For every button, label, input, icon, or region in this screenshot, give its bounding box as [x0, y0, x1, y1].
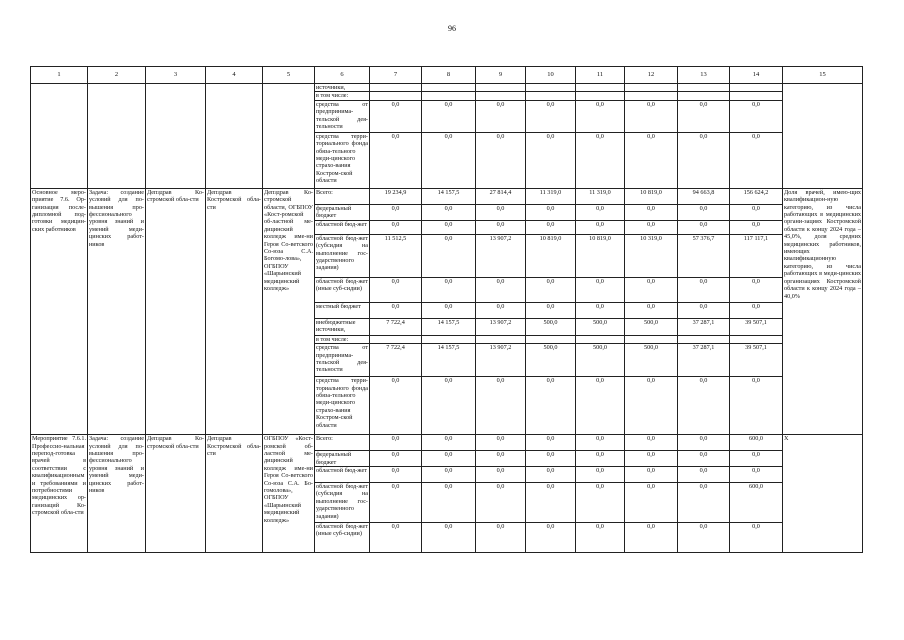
amount-cell: 0,0 [526, 467, 576, 483]
column-header: 9 [476, 67, 526, 84]
amount-cell: 0,0 [370, 220, 422, 234]
amount-cell [422, 335, 476, 343]
amount-cell: 0,0 [422, 467, 476, 483]
activity-name-cell [31, 84, 88, 189]
program-funding-table [30, 66, 863, 553]
amount-cell: 0,0 [422, 435, 476, 451]
coordinator-cell: Депздрав Костромской обла-сти [206, 435, 263, 553]
amount-cell: 19 234,9 [370, 188, 422, 204]
amount-cell: 0,0 [526, 523, 576, 553]
column-number-row [31, 67, 863, 84]
funding-source-cell: областной бюд-жет [315, 220, 370, 234]
amount-cell: 500,0 [576, 318, 625, 335]
amount-cell: 0,0 [476, 451, 526, 467]
amount-cell: 0,0 [730, 467, 783, 483]
amount-cell: 0,0 [422, 220, 476, 234]
amount-cell: 0,0 [730, 277, 783, 302]
amount-cell: 0,0 [422, 204, 476, 220]
amount-cell: 0,0 [576, 220, 625, 234]
amount-cell [370, 84, 422, 92]
amount-cell [476, 335, 526, 343]
funding-source-cell: средства от предпринима-тельской дея-тельности [315, 344, 370, 377]
amount-cell: 600,0 [730, 435, 783, 451]
amount-cell: 0,0 [625, 302, 678, 318]
amount-cell: 0,0 [476, 100, 526, 132]
amount-cell: 0,0 [678, 100, 730, 132]
indicator-cell: Доля врачей, имею-щих квалификацион-ную категорию, из числа работающих в медицинских органи-зациях Костромской области к концу 2024 года – 45,0%, доля средних медицинских работников, имеющих квалификационную категорию, из числа работающих в меди-цинских организациях Костромской области к концу 2024 года – 40,0% [783, 188, 863, 434]
amount-cell: 0,0 [625, 100, 678, 132]
amount-cell: 0,0 [678, 277, 730, 302]
amount-cell: 0,0 [526, 220, 576, 234]
amount-cell: 0,0 [678, 377, 730, 435]
amount-cell: 0,0 [730, 204, 783, 220]
column-header: 6 [315, 67, 370, 84]
amount-cell: 7 722,4 [370, 344, 422, 377]
amount-cell: 0,0 [422, 234, 476, 277]
column-header: 13 [678, 67, 730, 84]
amount-cell [526, 84, 576, 92]
amount-cell: 0,0 [370, 467, 422, 483]
amount-cell [526, 92, 576, 100]
amount-cell: 0,0 [370, 483, 422, 523]
amount-cell: 0,0 [370, 277, 422, 302]
amount-cell [370, 335, 422, 343]
amount-cell: 0,0 [625, 483, 678, 523]
amount-cell [422, 92, 476, 100]
amount-cell: 0,0 [576, 377, 625, 435]
amount-cell: 57 376,7 [678, 234, 730, 277]
amount-cell: 0,0 [370, 302, 422, 318]
column-header: 11 [576, 67, 625, 84]
amount-cell: 13 907,2 [476, 234, 526, 277]
amount-cell: 94 663,8 [678, 188, 730, 204]
amount-cell: 0,0 [476, 467, 526, 483]
amount-cell: 13 907,2 [476, 344, 526, 377]
amount-cell: 0,0 [730, 302, 783, 318]
amount-cell: 0,0 [576, 467, 625, 483]
amount-cell: 0,0 [730, 451, 783, 467]
column-header: 10 [526, 67, 576, 84]
amount-cell: 37 287,1 [678, 318, 730, 335]
amount-cell: 0,0 [370, 435, 422, 451]
amount-cell: 0,0 [576, 451, 625, 467]
funding-source-cell: источники, [315, 84, 370, 92]
amount-cell: 0,0 [422, 483, 476, 523]
amount-cell: 0,0 [526, 451, 576, 467]
customer-cell: Депздрав Ко-стромской обла-сти [146, 435, 206, 553]
amount-cell: 0,0 [526, 100, 576, 132]
amount-cell: 0,0 [476, 220, 526, 234]
amount-cell [576, 335, 625, 343]
amount-cell [476, 84, 526, 92]
amount-cell: 14 157,5 [422, 318, 476, 335]
customer-cell: Депздрав Ко-стромской обла-сти [146, 188, 206, 434]
amount-cell: 0,0 [576, 277, 625, 302]
amount-cell: 0,0 [422, 302, 476, 318]
amount-cell: 0,0 [476, 435, 526, 451]
amount-cell: 0,0 [730, 132, 783, 188]
amount-cell: 39 507,1 [730, 318, 783, 335]
funding-source-cell: внебюджетные источники, [315, 318, 370, 335]
amount-cell [476, 92, 526, 100]
amount-cell: 0,0 [625, 451, 678, 467]
customer-cell [146, 84, 206, 189]
amount-cell: 0,0 [678, 220, 730, 234]
task-cell: Задача: создание условий для по-вышения про-фессионального уровня знаний и умений меди-цинских работ-ников [88, 435, 146, 553]
amount-cell: 0,0 [576, 100, 625, 132]
amount-cell [678, 84, 730, 92]
column-header: 15 [783, 67, 863, 84]
amount-cell: 0,0 [576, 523, 625, 553]
funding-source-cell: средства терри-ториального фонда обяза-тельного меди-цинского страхо-вания Костром-ской области [315, 377, 370, 435]
funding-source-cell: средства от предпринима-тельской дея-тельности [315, 100, 370, 132]
amount-cell: 0,0 [422, 523, 476, 553]
executor-cell [263, 84, 315, 189]
amount-cell: 10 319,0 [625, 234, 678, 277]
funding-source-cell: средства терри-ториального фонда обяза-тельного меди-цинского страхо-вания Костром-ской области [315, 132, 370, 188]
amount-cell: 0,0 [730, 377, 783, 435]
amount-cell [678, 335, 730, 343]
amount-cell: 0,0 [625, 204, 678, 220]
amount-cell: 156 624,2 [730, 188, 783, 204]
column-header: 5 [263, 67, 315, 84]
amount-cell: 0,0 [678, 435, 730, 451]
amount-cell: 39 507,1 [730, 344, 783, 377]
amount-cell: 0,0 [422, 451, 476, 467]
amount-cell: 0,0 [576, 302, 625, 318]
amount-cell: 0,0 [476, 302, 526, 318]
amount-cell: 0,0 [625, 435, 678, 451]
amount-cell: 0,0 [730, 220, 783, 234]
amount-cell: 0,0 [576, 435, 625, 451]
amount-cell: 600,0 [730, 483, 783, 523]
amount-cell: 500,0 [625, 318, 678, 335]
amount-cell: 0,0 [625, 220, 678, 234]
table-row [31, 188, 863, 204]
amount-cell: 13 907,2 [476, 318, 526, 335]
amount-cell: 7 722,4 [370, 318, 422, 335]
amount-cell: 0,0 [526, 483, 576, 523]
indicator-cell: X [783, 435, 863, 553]
amount-cell: 0,0 [526, 204, 576, 220]
amount-cell: 0,0 [370, 377, 422, 435]
amount-cell: 0,0 [476, 277, 526, 302]
amount-cell: 500,0 [625, 344, 678, 377]
funding-source-cell: областной бюд-жет (субсидия на выполнение гос-ударственного задания) [315, 234, 370, 277]
amount-cell: 11 512,5 [370, 234, 422, 277]
amount-cell: 0,0 [625, 377, 678, 435]
amount-cell [576, 84, 625, 92]
page-number: 96 [448, 24, 456, 33]
table-body [31, 84, 863, 553]
amount-cell: 0,0 [370, 451, 422, 467]
amount-cell: 0,0 [476, 132, 526, 188]
amount-cell: 0,0 [526, 277, 576, 302]
amount-cell: 0,0 [370, 132, 422, 188]
amount-cell: 0,0 [678, 451, 730, 467]
amount-cell: 0,0 [370, 204, 422, 220]
amount-cell: 0,0 [576, 132, 625, 188]
activity-name-cell: Мероприятие 7.6.1. Профессио-нальная перепод-готовка врачей в соответствии с квалификационными требованиями и потребностями медицинских ор-ганизаций Ко-стромской обла-сти [31, 435, 88, 553]
amount-cell: 0,0 [526, 435, 576, 451]
column-header: 12 [625, 67, 678, 84]
amount-cell: 0,0 [526, 302, 576, 318]
amount-cell: 0,0 [625, 132, 678, 188]
amount-cell: 27 814,4 [476, 188, 526, 204]
column-header: 8 [422, 67, 476, 84]
amount-cell [526, 335, 576, 343]
amount-cell: 500,0 [526, 318, 576, 335]
amount-cell [730, 84, 783, 92]
column-header: 3 [146, 67, 206, 84]
amount-cell: 10 819,0 [526, 234, 576, 277]
amount-cell: 0,0 [730, 523, 783, 553]
amount-cell: 0,0 [678, 302, 730, 318]
column-header: 4 [206, 67, 263, 84]
funding-source-cell: в том числе: [315, 335, 370, 343]
amount-cell: 500,0 [526, 344, 576, 377]
amount-cell: 0,0 [370, 100, 422, 132]
amount-cell: 0,0 [678, 204, 730, 220]
amount-cell: 0,0 [422, 277, 476, 302]
funding-source-cell: областной бюд-жет (субсидия на выполнение гос-ударственного задания) [315, 483, 370, 523]
amount-cell [625, 335, 678, 343]
amount-cell [678, 92, 730, 100]
amount-cell: 0,0 [730, 100, 783, 132]
amount-cell [370, 92, 422, 100]
amount-cell: 0,0 [526, 132, 576, 188]
column-header: 7 [370, 67, 422, 84]
amount-cell: 0,0 [678, 523, 730, 553]
amount-cell: 14 157,5 [422, 344, 476, 377]
amount-cell: 0,0 [476, 483, 526, 523]
coordinator-cell [206, 84, 263, 189]
task-cell: Задача: создание условий для по-вышения про-фессионального уровня знаний и умений меди-цинских работ-ников [88, 188, 146, 434]
amount-cell [730, 335, 783, 343]
funding-source-cell: Всего: [315, 435, 370, 451]
amount-cell: 0,0 [625, 523, 678, 553]
amount-cell: 0,0 [422, 132, 476, 188]
column-header: 1 [31, 67, 88, 84]
funding-source-cell: Всего: [315, 188, 370, 204]
amount-cell [625, 84, 678, 92]
task-cell [88, 84, 146, 189]
amount-cell: 117 117,1 [730, 234, 783, 277]
funding-source-cell: федеральный бюджет [315, 204, 370, 220]
amount-cell: 11 319,0 [526, 188, 576, 204]
amount-cell [625, 92, 678, 100]
amount-cell [576, 92, 625, 100]
funding-source-cell: областной бюд-жет [315, 467, 370, 483]
funding-source-cell: в том числе: [315, 92, 370, 100]
amount-cell: 0,0 [678, 483, 730, 523]
table-row [31, 435, 863, 451]
table-row [31, 84, 863, 92]
amount-cell: 0,0 [476, 204, 526, 220]
table-header [31, 67, 863, 84]
amount-cell [422, 84, 476, 92]
amount-cell: 11 319,0 [576, 188, 625, 204]
amount-cell: 14 157,5 [422, 188, 476, 204]
amount-cell: 0,0 [422, 377, 476, 435]
amount-cell: 0,0 [678, 467, 730, 483]
amount-cell: 0,0 [476, 377, 526, 435]
funding-source-cell: местный бюджет [315, 302, 370, 318]
coordinator-cell: Депздрав Костромской обла-сти [206, 188, 263, 434]
executor-cell: Депздрав Ко-стромской области, ОГБПОУ «Кост-ромской об-ластной ме-дицинский колледж име-ни Героя Со-ветского Со-юза С.А. Богомо-лова», ОГБПОУ «Шарьинский медицинский колледж» [263, 188, 315, 434]
amount-cell: 0,0 [422, 100, 476, 132]
amount-cell: 37 287,1 [678, 344, 730, 377]
amount-cell: 0,0 [625, 277, 678, 302]
amount-cell [730, 92, 783, 100]
amount-cell: 0,0 [576, 204, 625, 220]
amount-cell: 0,0 [526, 377, 576, 435]
column-header: 2 [88, 67, 146, 84]
amount-cell: 0,0 [476, 523, 526, 553]
funding-source-cell: федеральный бюджет [315, 451, 370, 467]
amount-cell: 0,0 [678, 132, 730, 188]
amount-cell: 10 819,0 [625, 188, 678, 204]
column-header: 14 [730, 67, 783, 84]
indicator-cell [783, 84, 863, 189]
amount-cell: 0,0 [370, 523, 422, 553]
amount-cell: 0,0 [576, 483, 625, 523]
funding-source-cell: областной бюд-жет (иные суб-сидии) [315, 277, 370, 302]
amount-cell: 10 819,0 [576, 234, 625, 277]
executor-cell: ОГБПОУ «Кост-ромской об-ластной ме-дицинский колледж име-ни Героя Со-ветского Со-юза С.А. Бо-гомолова», ОГБПОУ «Шарьинский медицинский колледж» [263, 435, 315, 553]
activity-name-cell: Основное меро-приятие 7.6. Ор-ганизация после-дипломной под-готовки медицин-ских работников [31, 188, 88, 434]
amount-cell: 500,0 [576, 344, 625, 377]
amount-cell: 0,0 [625, 467, 678, 483]
funding-source-cell: областной бюд-жет (иные суб-сидии) [315, 523, 370, 553]
